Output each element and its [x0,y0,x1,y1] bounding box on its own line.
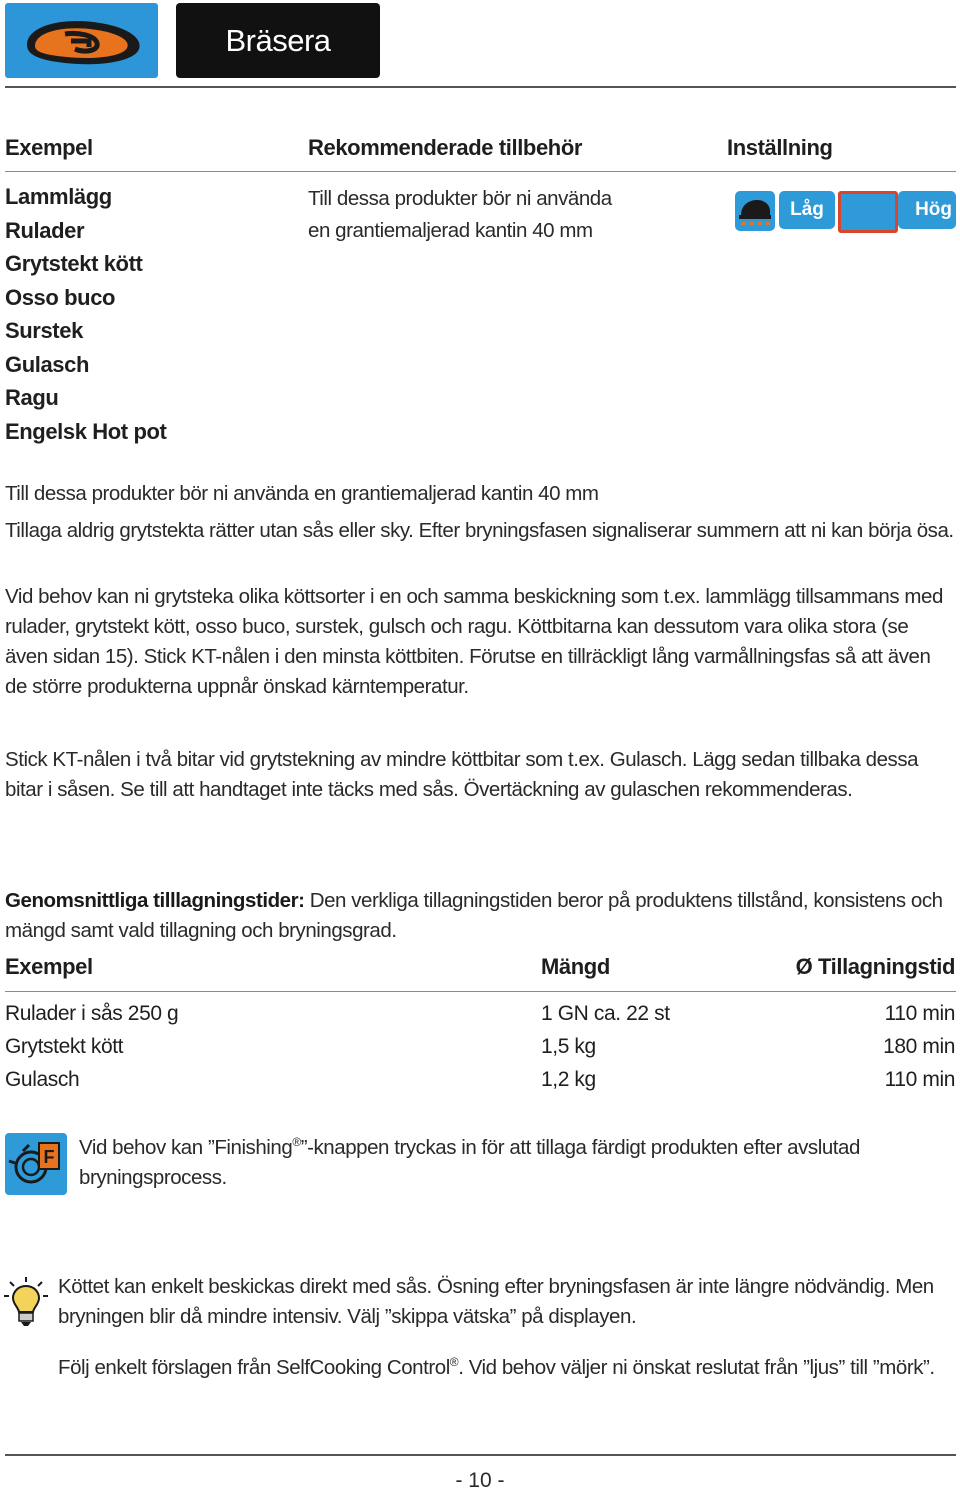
cooking-times-intro [5,886,960,946]
page-title: Bräsera [225,22,331,58]
times-header-amount: Mängd [541,954,610,979]
finishing-icon-letter: F [43,1147,55,1167]
registered-mark: ® [292,1135,301,1149]
list-item: Osso buco [5,284,116,310]
paragraph-core-probe: Stick KT-nålen i två bitar vid grytstekning av mindre köttbitar som t.ex. Gulasch. Lägg sedan tillbaka dessa bitar i såsen. Se till att handtaget inte täcks med sås. Övertäckning av gulaschen rekommenderas. [5,748,919,801]
tip-paragraph-scc [58,1347,958,1383]
setting-selected-level [838,191,898,233]
columns-divider [5,171,956,172]
list-item: Rulader [5,217,85,243]
paragraph-mixed-load: Vid behov kan ni grytsteka olika köttsorter i en och samma beskickning som t.ex. lammlägg tillsammans med rulader, grytstekt kött, osso buco, surstek, gulsch och ragu. Köttbitarna kan dessutom vara olika stora (se även sidan 15). Stick KT-nålen i den minsta köttbiten. Förutse en tillräckligt lång varmållningsfas så att även de större produkterna uppnår önskad kärntemperatur. [5,585,943,698]
list-item: Grytstekt kött [5,251,143,276]
list-item: Surstek [5,318,83,343]
cooking-times-table [5,997,955,1096]
cell-time: 110 min [884,1068,955,1091]
footer-divider [5,1454,956,1456]
cooking-times-heading: Genomsnittliga tilllagningstider: [5,889,305,912]
setting-high-label: Hög [915,199,952,220]
paragraph-basting: Tillaga aldrig grytstekta rätter utan sås eller sky. Efter bryningsfasen signaliserar summern att ni kan börja ösa. [5,519,954,542]
column-header-accessories: Rekommenderade tillbehör [308,135,583,160]
accessory-line: en grantiemaljerad kantin 40 mm [308,219,593,242]
table-row [5,997,955,1030]
setting-low-label: Låg [790,199,824,220]
tip-text-end: . Vid behov väljer ni önskat reslutat från ”ljus” till ”mörk”. [458,1355,935,1379]
page-number: - 10 - [455,1469,505,1492]
cell-time: 110 min [884,1002,955,1025]
cell-example: Grytstekt kött [5,1035,124,1058]
list-item: Ragu [5,385,59,410]
roast-pan-logo-icon [5,3,158,78]
header-divider [5,86,956,88]
table-row [5,1030,955,1063]
paragraph-accessory-note: Till dessa produkter bör ni använda en grantiemaljerad kantin 40 mm [5,482,599,505]
cell-amount: 1,2 kg [541,1068,596,1091]
tip-paragraph-liquid: Köttet kan enkelt beskickas direkt med sås. Ösning efter bryningsfasen är inte längre nödvändig. Men bryningen blir då mindre intensiv. Välj ”skippa vätska” på displayen. [58,1275,934,1328]
finishing-icon [5,1133,67,1195]
cell-amount: 1,5 kg [541,1035,596,1058]
times-divider [5,991,956,992]
finishing-text-end: ”-knappen tryckas in för att tillaga färdigt produkten efter avslutad bryningsprocess. [79,1135,860,1189]
tip-text-start: Följ enkelt förslagen från SelfCooking Control [58,1355,450,1379]
finishing-note [79,1127,919,1193]
setting-low-button [779,191,835,229]
accessories-text [308,183,612,247]
cell-example: Gulasch [5,1068,80,1091]
cell-example: Rulader i sås 250 g [5,1002,179,1025]
times-header-time: Ø Tillagningstid [795,954,955,979]
accessory-line: Till dessa produkter bör ni använda [308,187,612,210]
combi-steamer-icon [735,191,775,231]
list-item: Lammlägg [5,184,112,209]
finishing-text-start: Vid behov kan ”Finishing [79,1135,293,1159]
registered-mark: ® [449,1355,459,1369]
setting-high-button [898,191,956,229]
cell-amount: 1 GN ca. 22 st [541,1002,670,1025]
list-item: Gulasch [5,351,90,377]
times-header-example: Exempel [5,954,93,979]
table-row [5,1063,955,1096]
column-header-setting: Inställning [727,135,833,160]
brand-logo [5,3,158,78]
example-list [5,180,166,448]
cell-time: 180 min [883,1035,955,1058]
section-title-box [176,3,380,78]
lightbulb-tip-icon [4,1276,48,1328]
list-item: Engelsk Hot pot [5,418,167,444]
column-header-example: Exempel [5,135,93,160]
cooking-times-description: Den verkliga tillagningstiden beror på produktens tillstånd, konsistens och mängd samt vald tillagning och bryningsgrad. [5,889,943,942]
